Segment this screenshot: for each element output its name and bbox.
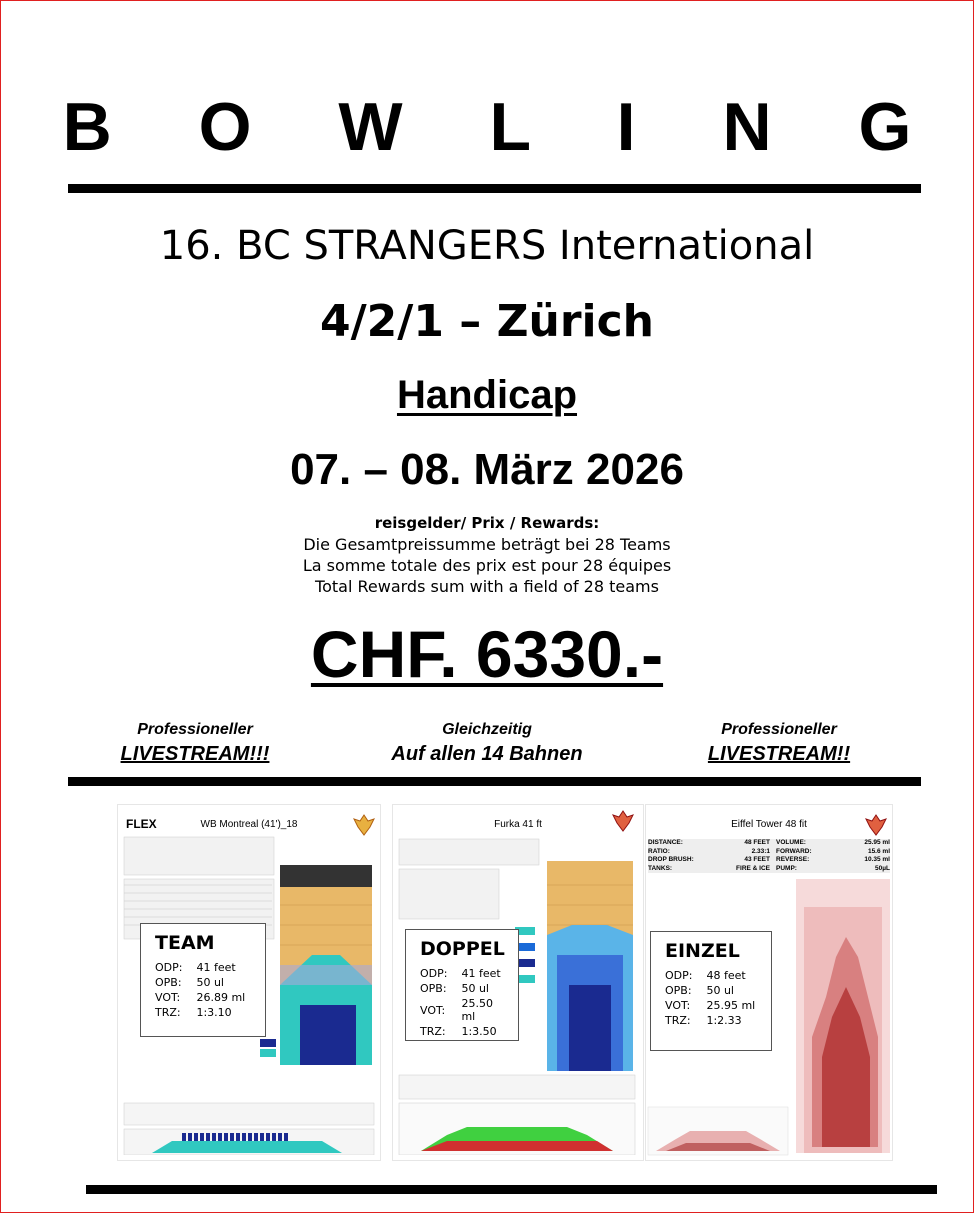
spec-value: 25.50 ml	[461, 997, 493, 1023]
stats-row: DROP BRUSH: 43 FEET REVERSE: 10.35 ml	[648, 856, 890, 863]
spec-value: 1:3.50	[461, 1025, 497, 1038]
rewards-line-fr: La somme totale des prix est pour 28 équipes	[302, 556, 672, 575]
pattern-card	[140, 923, 266, 1037]
rewards-line-de: Die Gesamtpreissumme beträgt bei 28 Teams	[303, 535, 671, 554]
stats-row: DISTANCE: 48 FEET VOLUME: 25.95 ml	[648, 839, 890, 846]
feature-top-text: Professioneller	[137, 721, 253, 738]
feature-top-text: Gleichzeitig	[442, 721, 532, 738]
oil-pattern-einzel	[645, 804, 893, 1161]
pattern-name: Eiffel Tower 48 fit	[731, 819, 807, 830]
pattern-specs	[155, 960, 259, 1020]
pattern-name: Furka 41 ft	[494, 819, 542, 830]
spec-value: 50 ul	[461, 982, 489, 995]
spec-value: 48 feet	[706, 969, 746, 982]
spec-value: 1:2.33	[706, 1014, 742, 1027]
event-name: 16. BC STRANGERS International	[159, 223, 815, 269]
feature-bottom-text: Auf allen 14 Bahnen	[391, 743, 583, 765]
spec-value: 50 ul	[196, 976, 224, 989]
spec-key: OPB:	[665, 984, 692, 997]
rewards-heading: reisgelder/ Prix / Rewards:	[374, 514, 600, 532]
crest-icon	[864, 813, 888, 837]
spec-key: ODP:	[155, 961, 183, 974]
stats-row: RATIO: 2.33:1 FORWARD: 15.6 ml	[648, 847, 890, 855]
pattern-card	[405, 929, 519, 1041]
event-format-location: 4/2/1 – Zürich	[319, 296, 655, 347]
feature-bottom-text: LIVESTREAM!!!	[120, 743, 270, 765]
divider-middle	[68, 777, 921, 786]
category-label: TEAM	[155, 932, 215, 954]
pattern-specs	[665, 968, 769, 1028]
divider-top	[68, 184, 921, 193]
rewards-line-en: Total Rewards sum with a field of 28 teams	[315, 577, 659, 596]
feature-livestream-left	[60, 719, 330, 767]
category-label: DOPPEL	[420, 938, 505, 960]
spec-key: VOT:	[155, 991, 181, 1004]
spec-value: 26.89 ml	[196, 991, 246, 1004]
spec-key: TRZ:	[420, 1025, 446, 1038]
spec-key: TRZ:	[155, 1006, 181, 1019]
handicap-label: Handicap	[396, 373, 578, 417]
pattern-specs	[420, 966, 518, 1039]
divider-bottom	[86, 1185, 937, 1194]
pattern-name: WB Montreal (41')_18	[200, 819, 298, 830]
event-dates: 07. – 08. März 2026	[290, 445, 684, 494]
spec-key: ODP:	[420, 967, 448, 980]
spec-key: ODP:	[665, 969, 693, 982]
feature-top-text: Professioneller	[721, 721, 837, 738]
crest-icon	[352, 813, 376, 837]
pattern-stats-table	[648, 839, 890, 873]
spec-value: 41 feet	[461, 967, 501, 980]
spec-value: 50 ul	[706, 984, 734, 997]
feature-lanes	[352, 719, 622, 767]
spec-value: 1:3.10	[196, 1006, 232, 1019]
oil-pattern-doppel	[392, 804, 644, 1161]
spec-key: OPB:	[420, 982, 447, 995]
spec-key: VOT:	[665, 999, 691, 1012]
spec-key: OPB:	[155, 976, 182, 989]
brand-logo: FLEX	[126, 817, 157, 831]
category-label: EINZEL	[665, 940, 740, 962]
spec-key: TRZ:	[665, 1014, 691, 1027]
pattern-card	[650, 931, 772, 1051]
feature-livestream-right	[644, 719, 914, 767]
spec-value: 41 feet	[196, 961, 236, 974]
crest-icon	[611, 809, 635, 833]
spec-key: VOT:	[420, 1003, 446, 1017]
page-title: B O W L I N G	[62, 89, 946, 165]
prize-amount: CHF. 6330.-	[310, 617, 664, 691]
feature-bottom-text: LIVESTREAM!!	[707, 743, 851, 765]
stats-row: TANKS: FIRE & ICE PUMP: 50µL	[648, 864, 890, 872]
spec-value: 25.95 ml	[706, 999, 756, 1012]
oil-pattern-team	[117, 804, 381, 1161]
